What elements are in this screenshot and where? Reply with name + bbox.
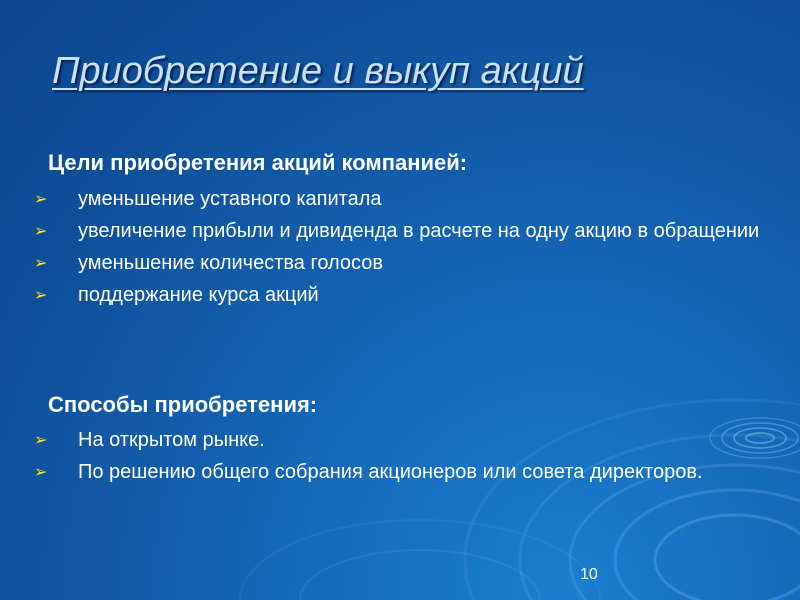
goals-list [0,187,760,315]
slide-title: Приобретение и выкуп акций [52,50,584,92]
list-item [0,460,760,485]
arrow-bullet-icon: ➢ [34,464,48,481]
list-item-text: уменьшение количества голосов [78,252,383,274]
page-number: 10 [580,566,598,583]
list-item-text: уменьшение уставного капитала [78,188,382,210]
arrow-bullet-icon: ➢ [34,255,48,272]
methods-list [0,428,760,492]
list-item-text: На открытом рынке. [78,429,265,451]
list-item-text: увеличение прибыли и дивиденда в расчете на одну акцию в обращении [78,220,760,242]
list-item [0,187,760,212]
list-item-text: поддержание курса акций [78,284,319,306]
list-item [0,251,760,276]
section-heading-methods: Способы приобретения: [48,392,318,417]
list-item [0,283,760,308]
list-item [0,219,760,244]
arrow-bullet-icon: ➢ [34,223,48,240]
list-item-text: По решению общего собрания акционеров или совета директоров. [78,461,703,483]
arrow-bullet-icon: ➢ [34,191,48,208]
arrow-bullet-icon: ➢ [34,287,48,304]
list-item [0,428,760,453]
section-heading-goals: Цели приобретения акций компанией: [48,150,468,175]
arrow-bullet-icon: ➢ [34,432,48,449]
